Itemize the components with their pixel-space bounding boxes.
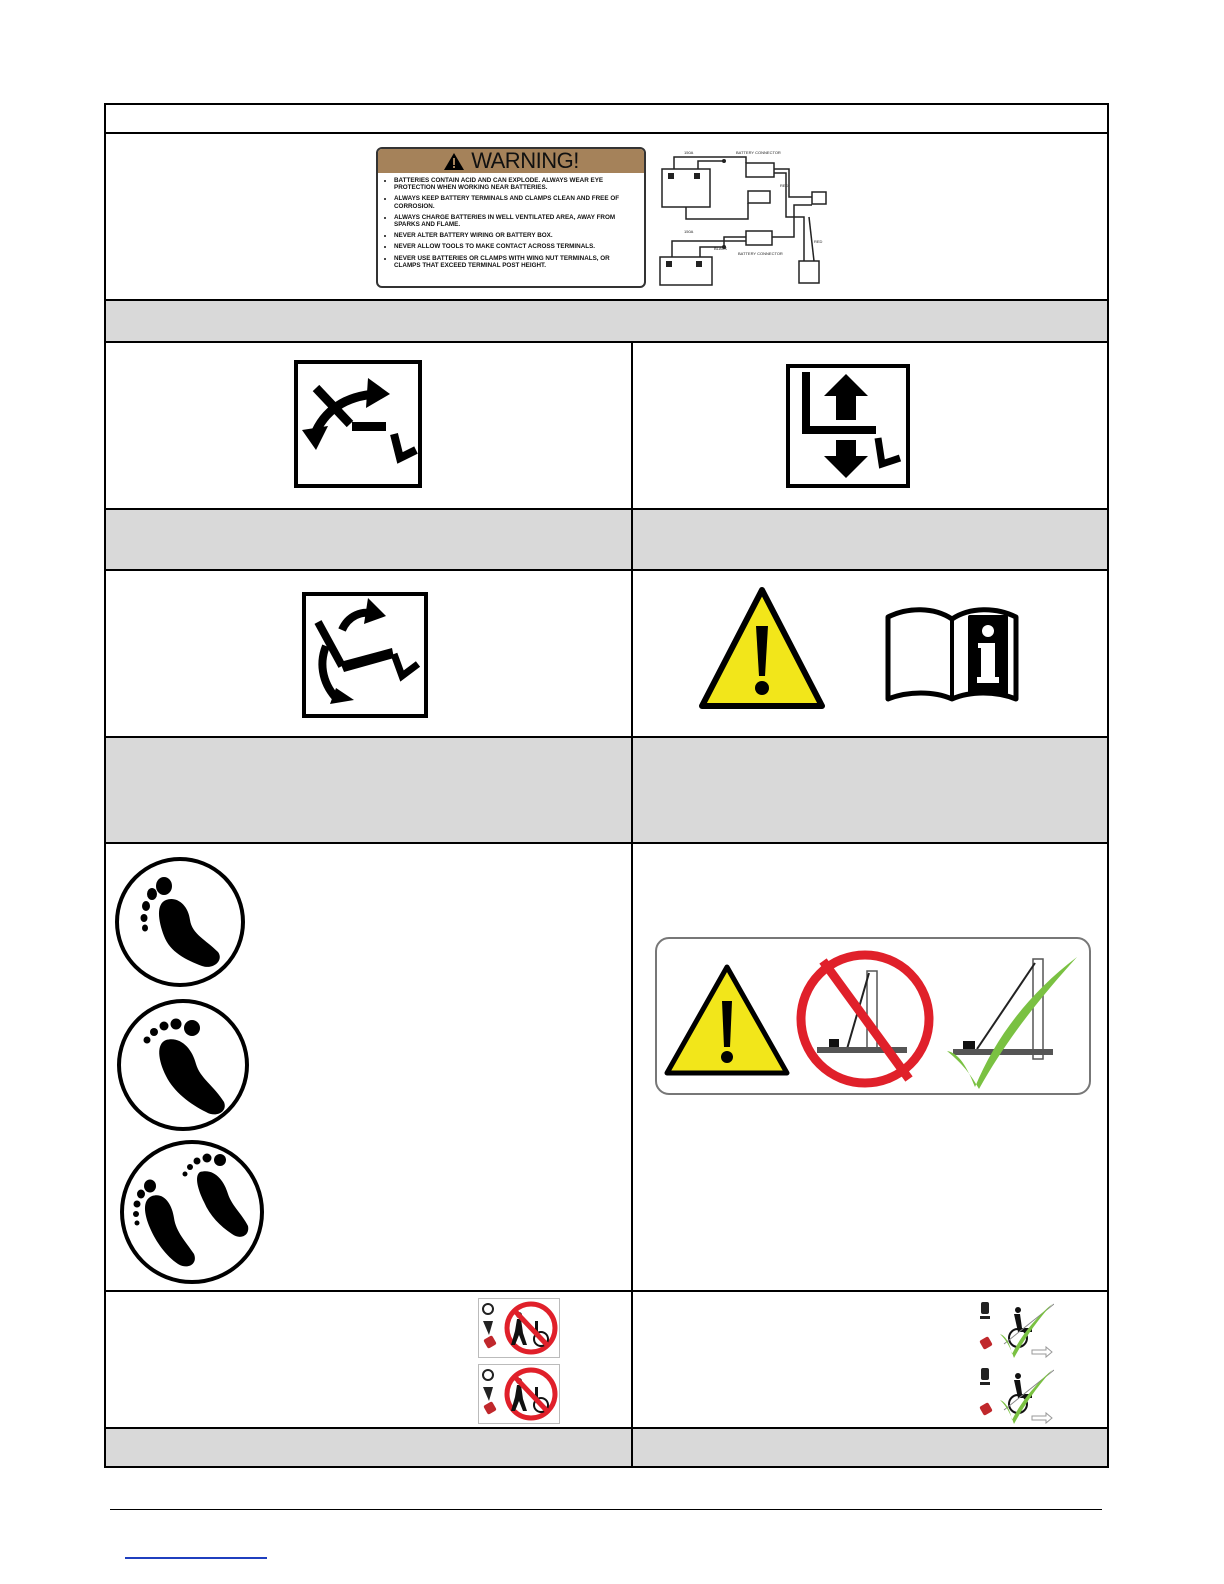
- foot-symbol-one: [114, 856, 246, 988]
- footer-link-underline[interactable]: [125, 1557, 267, 1559]
- caution-symbol: [698, 586, 826, 710]
- footprint-icon: [114, 856, 246, 988]
- prohibited-icon: [507, 1304, 555, 1352]
- tilt-symbol: [302, 592, 428, 718]
- diagram-label: BATTERY CONNECTOR: [738, 251, 783, 256]
- elevate-icon: [786, 364, 910, 488]
- wheelchair-check-icon: [1000, 1370, 1054, 1424]
- diagram-label: BLACK: [714, 246, 728, 251]
- diagram-label: BATTERY CONNECTOR: [736, 150, 781, 155]
- attendant-prohibited-label-2: [478, 1364, 560, 1424]
- warning-bullet: • NEVER ALLOW TOOLS TO MAKE CONTACT ACROSS TERMINALS.: [394, 243, 638, 250]
- tilt-caption-cell: [106, 738, 631, 842]
- caution-triangle-icon: [698, 586, 826, 710]
- occupant-approved-label: [976, 1298, 1054, 1360]
- diagram-label: RED: [780, 183, 789, 188]
- recline-icon: [294, 360, 422, 488]
- drive-knob-icon: [979, 1302, 993, 1350]
- occupant-approved-label-2: [976, 1364, 1054, 1426]
- prohibited-icon: [507, 1370, 555, 1418]
- prohibited-icon: [801, 955, 929, 1083]
- recline-symbol: [294, 360, 422, 488]
- warning-bullet: • ALWAYS KEEP BATTERY TERMINALS AND CLAMPS CLEAN AND FREE OF CORROSION.: [394, 195, 638, 209]
- diagram-label: 150A: [684, 150, 694, 155]
- caution-caption-cell: [633, 738, 1107, 842]
- warning-triangle-icon: [443, 152, 465, 171]
- drive-knob-icon: [483, 1370, 497, 1415]
- manual-info-icon: [884, 605, 1020, 703]
- platform-warning-label: [655, 937, 1091, 1095]
- battery-wiring-diagram: [654, 147, 844, 297]
- warning-bullet: • NEVER USE BATTERIES OR CLAMPS WITH WING NUT TERMINALS, OR CLAMPS THAT EXCEED TERMINAL POST HEIGHT.: [394, 255, 638, 269]
- attendant-prohibited-label: [478, 1298, 560, 1358]
- wheelchair-check-icon: [1000, 1304, 1054, 1358]
- drive-caption-right: [633, 1429, 1107, 1466]
- tilt-icon: [302, 592, 428, 718]
- elevate-caption-cell: [633, 510, 1107, 569]
- foot-symbol-both: [118, 1138, 266, 1286]
- diagram-label: RED: [814, 239, 823, 244]
- warning-header: [378, 149, 644, 173]
- recline-caption-cell: [106, 510, 631, 569]
- elevate-symbol: [786, 364, 910, 488]
- two-footprints-icon: [118, 1138, 266, 1286]
- warning-header-text: WARNING!: [471, 148, 579, 173]
- read-manual-symbol: [884, 605, 1020, 703]
- drive-knob-icon: [979, 1368, 993, 1416]
- drive-caption-left: [106, 1429, 631, 1466]
- warning-bullet: • ALWAYS CHARGE BATTERIES IN WELL VENTILATED AREA, AWAY FROM SPARKS AND FLAME.: [394, 214, 638, 228]
- warning-bullet-list: [378, 177, 644, 269]
- battery-caption-row: [106, 301, 1107, 341]
- approved-check-icon: [947, 957, 1077, 1089]
- caution-triangle-icon: [667, 967, 787, 1073]
- drive-knob-icon: [483, 1304, 497, 1349]
- warning-bullet: • NEVER ALTER BATTERY WIRING OR BATTERY BOX.: [394, 232, 638, 239]
- footer-rule: [110, 1509, 1102, 1510]
- safety-labels-table: [104, 103, 1109, 1468]
- foot-symbol-two: [116, 998, 250, 1132]
- battery-warning-label: [376, 147, 646, 288]
- warning-bullet: • BATTERIES CONTAIN ACID AND CAN EXPLODE. ALWAYS WEAR EYE PROTECTION WHEN WORKING NEAR BATTERIES.: [394, 177, 638, 191]
- footprint-icon: [116, 998, 250, 1132]
- diagram-label: 150A: [684, 229, 694, 234]
